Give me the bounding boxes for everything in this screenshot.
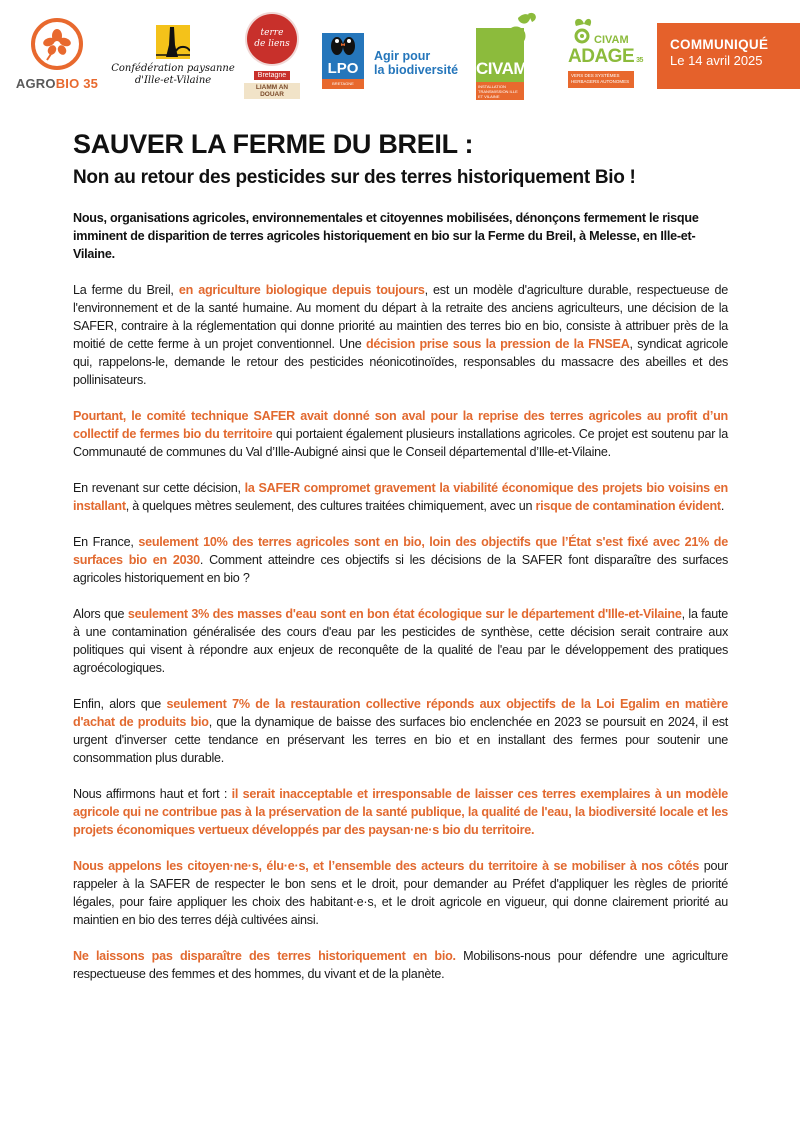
communique-date: Le 14 avril 2025	[670, 53, 763, 68]
body-text: pour rappeler à la SAFER de respecter le bon sens et le droit, pour demander au Préfet d'appliquer les règles de priorité légales, pour faire appliquer les choix des habitant·e·s, et le droit agricole en vigueur, qui donne clairement priorité au maintien en bio des terres déjà cultivées ainsi.	[73, 859, 728, 927]
body-paragraph	[73, 785, 728, 839]
highlighted-text: en agriculture biologique depuis toujours	[178, 283, 425, 297]
page-subtitle: Non au retour des pesticides sur des terres historiquement Bio !	[73, 167, 636, 188]
agrobio-35-logo	[14, 18, 100, 98]
agrobio-name-part1: AGRO	[15, 76, 56, 91]
wheat-sun-icon	[156, 25, 190, 59]
confederation-paysanne-logo	[108, 25, 238, 100]
agrobio-name	[14, 76, 100, 91]
body-paragraph	[73, 533, 728, 587]
highlighted-text: seulement 7% de la restauration collective réponds aux objectifs de la Loi Egalim en matière d'achat de produits bio	[73, 697, 728, 729]
adage-top: CIVAM	[594, 34, 629, 46]
highlighted-text: la SAFER compromet gravement la viabilité économique des projets bio voisins en installant	[73, 481, 728, 513]
body-text: La ferme du Breil,	[73, 283, 179, 297]
body-text: . Comment atteindre ces objectifs si les décisions de la SAFER font disparaître des surfaces agricoles historiquement en bio ?	[73, 553, 729, 585]
body-text: qui portaient également plusieurs installations agricoles. Ce projet est soutenu par la Communauté de communes du Val d’Ille-Aubigné ainsi que le Conseil départemental d’Ille-et-Vilaine.	[73, 427, 728, 459]
civam-adage-logo	[568, 16, 643, 91]
lpo-logo	[322, 31, 462, 91]
page-title: SAUVER LA FERME DU BREIL :	[73, 129, 474, 159]
civam-band: INSTALLATION TRANSMISSION ILLE ET VILAINE	[476, 82, 524, 100]
body-paragraph	[73, 281, 728, 389]
body-text: En revenant sur cette décision,	[73, 481, 245, 495]
terre-de-liens-logo	[242, 14, 302, 98]
highlighted-text: Pourtant, le comité technique SAFER avait donné son aval pour la reprise des terres agricoles au profit d’un collectif de fermes bio du territoire	[73, 409, 728, 441]
puffin-icon	[328, 35, 358, 57]
body-text: En France,	[73, 535, 139, 549]
body-paragraph	[73, 947, 728, 983]
highlighted-text: il serait inacceptable et irresponsable de laisser ces terres exemplaires à un modèle agricole qui ne contribue pas à la préservation de la santé publique, la qualité de l'eau, la biodiversité locale et les projets économiques vertueux développés par des paysan·ne·s bio du territoire.	[73, 787, 728, 837]
highlighted-text: risque de contamination évident	[535, 499, 721, 513]
civam-logo	[476, 12, 546, 99]
intro-paragraph: Nous, organisations agricoles, environnementales et citoyennes mobilisées, dénonçons fermement le risque imminent de disparition de terres agricoles historiquement en bio sur la Ferme du Breil, à Melesse, en Ille-et-Vilaine.	[73, 211, 699, 261]
lpo-slogan	[374, 49, 458, 77]
body-paragraph	[73, 479, 728, 515]
body-paragraph	[73, 857, 728, 929]
adage-number: 35	[636, 57, 643, 64]
body-text: Nous affirmons haut et fort :	[73, 787, 232, 801]
communique-badge	[657, 23, 800, 89]
body-paragraph	[73, 605, 728, 677]
tdl-tagline: LIAMM AN DOUAR	[244, 83, 300, 99]
body-text: , la faute à une contamination généralisée des cours d'eau par les pesticides de synthèse, cette décision serait contraire aux politiques qui visent à répondre aux enjeux de reconquête de la qualité de l'eau par le développement des pratiques agroécologiques.	[73, 607, 729, 675]
body-text: .	[720, 499, 725, 513]
agrobio-name-part2: BIO 35	[55, 76, 99, 91]
flower-icon	[31, 18, 83, 70]
highlighted-text: seulement 3% des masses d'eau sont en bon état écologique sur le département d'Ille-et-Vilaine	[127, 607, 682, 621]
civam-title: CIVAM	[476, 28, 524, 82]
communique-label: COMMUNIQUÉ	[670, 37, 769, 52]
body-paragraph	[73, 407, 728, 461]
confed-name-line2: d'Ille-et-Vilaine	[134, 75, 212, 86]
lpo-acronym: LPO	[327, 60, 359, 77]
terre-de-liens-circle	[247, 14, 297, 64]
press-release-body	[73, 128, 728, 983]
body-text: Mobilisons-nous pour défendre une agriculture respectueuse des femmes et des hommes, du vivant et de la planète.	[73, 949, 728, 981]
highlighted-text: Nous appelons les citoyen·ne·s, élu·e·s, et l’ensemble des acteurs du territoire à se mobiliser à nos côtés	[73, 859, 700, 873]
tdl-text-2: de liens	[254, 39, 290, 49]
highlighted-text: seulement 10% des terres agricoles sont en bio, loin des objectifs que l’État s'est fixé avec 21% de surfaces bio en 2030	[73, 535, 728, 567]
paragraph-list	[73, 281, 728, 983]
body-text: Enfin, alors que	[73, 697, 167, 711]
highlighted-text: décision prise sous la pression de la FNSEA	[365, 337, 630, 351]
adage-title-text: ADAGE	[568, 46, 635, 67]
body-text: , est un modèle d'agriculture durable, respectueuse de l'environnement et de la santé humaine. Au moment du départ à la retraite des anciens agriculteurs, une décision de la SAFER, contraire à la réglementation qui donne priorité au maintien des terres bio en bio, consiste à attribuer près de la moitié de cette ferme à un projet conventionnel. Une	[73, 283, 729, 351]
confed-name-line1: Confédération paysanne	[111, 63, 235, 74]
logo-header	[0, 0, 800, 110]
adage-title	[568, 46, 643, 68]
adage-band: VERS DES SYSTÈMES HERBAGERS AUTONOMES	[568, 71, 634, 88]
tdl-text-1: terre	[260, 28, 284, 38]
lpo-band: BRETAGNE	[322, 79, 364, 89]
highlighted-text: Ne laissons pas disparaître des terres historiquement en bio.	[73, 949, 456, 963]
body-text: , que la dynamique de baisse des surfaces bio enclenchée en 2023 se poursuit en 2024, il est urgent d'inverser cette tendance en préservant les terres en bio et en installant des fermes pour soutenir une consommation plus durable.	[73, 715, 728, 765]
lpo-slogan-line2: la biodiversité	[374, 63, 459, 77]
lpo-badge	[322, 33, 364, 89]
lpo-slogan-line1: Agir pour	[374, 49, 431, 63]
body-text: , à quelques mètres seulement, des cultures traitées chimiquement, avec un	[125, 499, 536, 513]
body-paragraph	[73, 695, 728, 767]
body-text: Alors que	[73, 607, 128, 621]
tdl-region: Bretagne	[254, 71, 290, 80]
body-text: , syndicat agricole qui, rappelons-le, demande le retour des pesticides néonicotinoïdes, responsables du massacre des abeilles et des pollinisateurs.	[73, 337, 728, 387]
